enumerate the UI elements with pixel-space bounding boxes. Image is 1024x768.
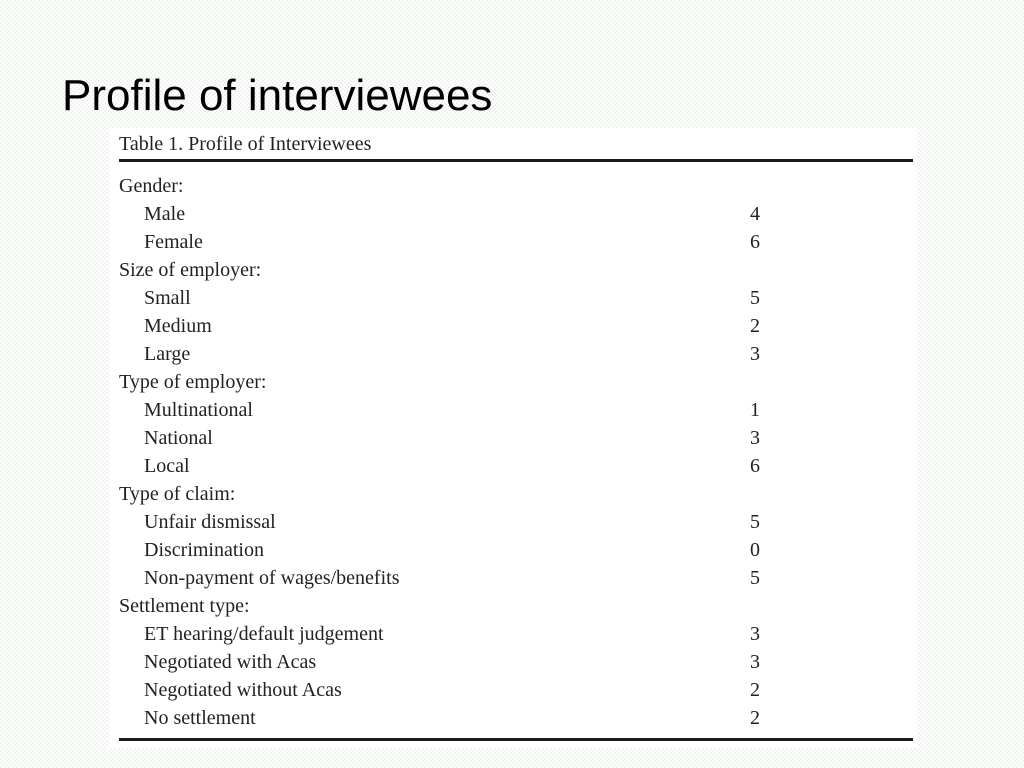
table-row xyxy=(119,620,913,648)
row-value: 2 xyxy=(750,679,760,701)
table-row xyxy=(119,312,913,340)
row-label: Non-payment of wages/benefits xyxy=(144,567,400,589)
row-label: Negotiated without Acas xyxy=(144,679,342,701)
profile-table xyxy=(109,128,917,748)
table-group-header xyxy=(119,172,913,200)
row-value: 5 xyxy=(750,567,760,589)
table-top-rule xyxy=(119,159,913,162)
row-value: 1 xyxy=(750,399,760,421)
row-label: Small xyxy=(144,287,191,309)
row-label: Male xyxy=(144,203,186,225)
slide-title: Profile of interviewees xyxy=(62,71,493,120)
row-value: 3 xyxy=(750,651,760,673)
row-value: 5 xyxy=(750,287,760,309)
group-label: Settlement type: xyxy=(119,595,250,617)
row-label: ET hearing/default judgement xyxy=(144,623,384,645)
group-label: Gender: xyxy=(119,175,184,197)
row-value: 0 xyxy=(750,539,760,561)
table-row xyxy=(119,424,913,452)
table-caption: Table 1. Profile of Interviewees xyxy=(119,133,372,155)
table-bottom-rule xyxy=(119,738,913,741)
table-row xyxy=(119,704,913,732)
row-label: Multinational xyxy=(144,399,253,421)
table-row xyxy=(119,648,913,676)
group-label: Type of employer: xyxy=(119,371,267,393)
table-group-header xyxy=(119,592,913,620)
row-label: Negotiated with Acas xyxy=(144,651,317,673)
group-label: Type of claim: xyxy=(119,483,236,505)
table-body xyxy=(119,172,913,732)
row-label: Large xyxy=(144,343,191,365)
row-value: 3 xyxy=(750,343,760,365)
row-value: 5 xyxy=(750,511,760,533)
row-label: Unfair dismissal xyxy=(144,511,276,533)
group-label: Size of employer: xyxy=(119,259,262,281)
row-label: Female xyxy=(144,231,203,253)
row-value: 2 xyxy=(750,315,760,337)
table-row xyxy=(119,340,913,368)
table-row xyxy=(119,452,913,480)
row-value: 3 xyxy=(750,427,760,449)
row-value: 4 xyxy=(750,203,760,225)
table-row xyxy=(119,396,913,424)
row-label: No settlement xyxy=(144,707,256,729)
row-label: National xyxy=(144,427,213,449)
table-row xyxy=(119,200,913,228)
row-label: Discrimination xyxy=(144,539,264,561)
table-row xyxy=(119,228,913,256)
table-row xyxy=(119,284,913,312)
row-value: 3 xyxy=(750,623,760,645)
table-group-header xyxy=(119,480,913,508)
row-label: Local xyxy=(144,455,190,477)
table-row xyxy=(119,676,913,704)
table-row xyxy=(119,564,913,592)
row-value: 6 xyxy=(750,231,760,253)
table-group-header xyxy=(119,368,913,396)
row-label: Medium xyxy=(144,315,212,337)
row-value: 2 xyxy=(750,707,760,729)
table-row xyxy=(119,536,913,564)
row-value: 6 xyxy=(750,455,760,477)
table-group-header xyxy=(119,256,913,284)
table-row xyxy=(119,508,913,536)
